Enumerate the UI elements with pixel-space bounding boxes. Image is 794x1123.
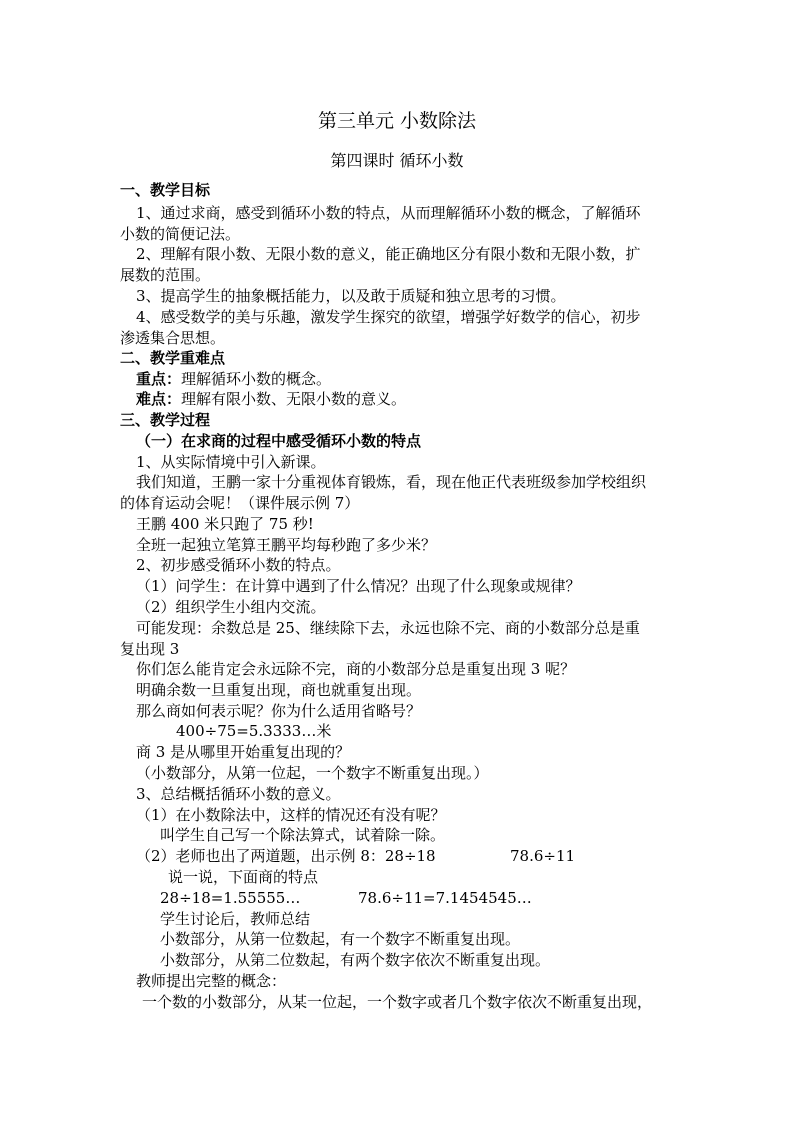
goal-1-line-2: 小数的简便记法。 <box>120 225 241 243</box>
equation-1: 400÷75=5.3333…米 <box>176 722 332 740</box>
question-3: （1）在小数除法中，这样的情况还有没有呢？ <box>136 806 446 824</box>
section-heading-goals: 一、教学目标 <box>120 181 211 199</box>
equation-2: 28÷18=1.55555… <box>160 889 301 907</box>
difficult-point-text: 理解有限小数、无限小数的意义。 <box>181 390 407 408</box>
para-11: 说一说，下面商的特点 <box>168 868 319 886</box>
para-13: 小数部分，从第一位数起，有一个数字不断重复出现。 <box>160 930 521 948</box>
key-point <box>136 369 331 389</box>
para-10: 叫学生自己写一个除法算式，试着除一除。 <box>160 826 446 844</box>
equation-3: 78.6÷11=7.1454545… <box>358 889 532 907</box>
goal-2-line-1: 2、理解有限小数、无限小数的意义，能正确地区分有限小数和无限小数，扩 <box>136 245 641 263</box>
key-point-text: 理解循环小数的概念。 <box>181 370 332 388</box>
lesson-title: 第四课时 循环小数 <box>330 151 464 170</box>
question-4: （2）老师也出了两道题，出示例 8：28÷18 <box>136 847 436 865</box>
para-14: 小数部分，从第二位数起，有两个数字依次不断重复出现。 <box>160 951 551 969</box>
question-2: （2）组织学生小组内交流。 <box>136 598 326 616</box>
goal-3: 3、提高学生的抽象概括能力，以及敢于质疑和独立思考的习惯。 <box>136 287 566 305</box>
key-point-label: 重点： <box>136 370 182 388</box>
difficult-point <box>136 389 406 409</box>
para-12: 学生讨论后，教师总结 <box>160 910 311 928</box>
step-1: 1、从实际情境中引入新课。 <box>136 453 326 471</box>
para-8: 商 3 是从哪里开始重复出现的？ <box>136 743 351 761</box>
para-1-line-2: 的体育运动会呢！（课件展示例 7） <box>120 494 360 512</box>
question-1: （1）问学生：在计算中遇到了什么情况？出现了什么现象或规律？ <box>136 577 581 595</box>
unit-title: 第三单元 小数除法 <box>317 110 477 132</box>
subsection-1-heading: （一）在求商的过程中感受循环小数的特点 <box>136 432 422 450</box>
step-2: 2、初步感受循环小数的特点。 <box>136 556 341 574</box>
section-heading-process: 三、教学过程 <box>120 411 211 429</box>
para-4-line-2: 复出现 3 <box>120 640 180 658</box>
goal-4-line-2: 渗透集合思想。 <box>120 329 226 347</box>
para-7: 那么商如何表示呢？你为什么适用省略号？ <box>136 702 422 720</box>
goal-2-line-2: 展数的范围。 <box>120 266 211 284</box>
section-heading-key-points: 二、教学重难点 <box>120 349 226 367</box>
para-9: （小数部分，从第一位起，一个数字不断重复出现。） <box>136 764 489 782</box>
para-4-line-1: 可能发现：余数总是 25、继续除下去，永远也除不完、商的小数部分总是重 <box>136 619 640 637</box>
step-3: 3、总结概括循环小数的意义。 <box>136 785 341 803</box>
goal-1-line-1: 1、通过求商，感受到循环小数的特点，从而理解循环小数的概念，了解循环 <box>136 204 641 222</box>
para-5: 你们怎么能肯定会永远除不完，商的小数部分总是重复出现 3 呢？ <box>136 660 576 678</box>
para-6: 明确余数一旦重复出现，商也就重复出现。 <box>136 681 422 699</box>
difficult-point-label: 难点： <box>136 390 182 408</box>
goal-4-line-1: 4、感受数学的美与乐趣，激发学生探究的欲望，增强学好数学的信心，初步 <box>136 308 641 326</box>
para-16: 一个数的小数部分，从某一位起，一个数字或者几个数字依次不断重复出现， <box>142 993 653 1011</box>
question-4-second-problem: 78.6÷11 <box>510 847 576 865</box>
para-3: 全班一起独立笔算王鹏平均每秒跑了多少米？ <box>136 536 437 554</box>
para-15: 教师提出完整的概念： <box>136 972 287 990</box>
para-2: 王鹏 400 米只跑了 75 秒! <box>136 515 314 533</box>
para-1-line-1: 我们知道，王鹏一家十分重视体育锻炼，看，现在他正代表班级参加学校组织 <box>136 473 647 491</box>
